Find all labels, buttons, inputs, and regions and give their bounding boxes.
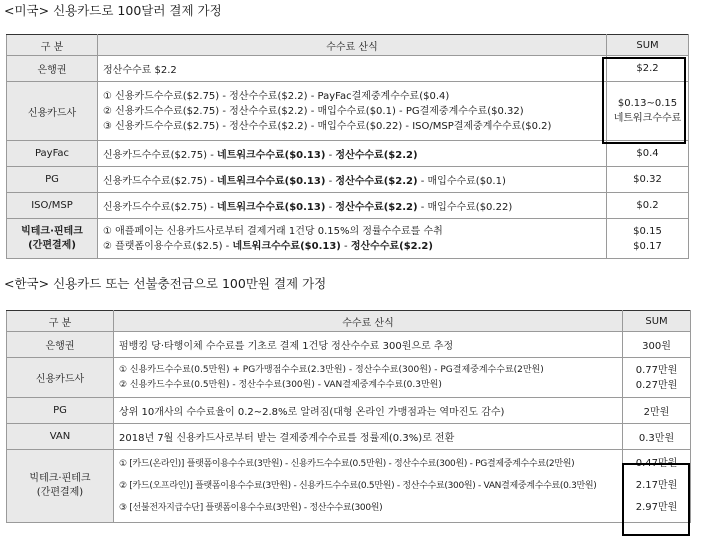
- table-header-row: [7, 311, 691, 332]
- row-sum-bigtech: [623, 450, 691, 523]
- table-row: [7, 167, 689, 193]
- formula-text: 신용카드수수료($2.75) -: [103, 150, 218, 161]
- table-row: [7, 56, 689, 82]
- sum-value: 0.27만원: [635, 379, 678, 391]
- formula-line: ② 신용카드수수료(0.5만원) - 정산수수료(300원) - VAN결제중계수수료(0.3만원): [119, 379, 442, 390]
- formula-line: ① 애플페이는 신용카드사로부터 결제거래 1건당 0.15%의 정률수수료를 수취: [103, 225, 443, 237]
- table-row: [7, 398, 691, 424]
- sum-value: $0.17: [633, 240, 662, 252]
- formula-text: -: [325, 176, 336, 187]
- row-sum-bank: 300원: [623, 332, 691, 358]
- category-line: 빅테크·핀테크: [29, 473, 91, 484]
- row-sum-bank: $2.2: [607, 56, 689, 82]
- sum-value: 0.47만원: [635, 458, 678, 469]
- header-sum: SUM: [623, 311, 691, 332]
- formula-line: ③ [선불전자지급수단] 플랫폼이용수수료(3만원) - 정산수수료(300원): [119, 503, 383, 513]
- row-category-van: VAN: [7, 424, 114, 450]
- formula-line: ① 신용카드수수료(0.5만원) + PG가맹점수수료(2.3만원) - 정산수수료(300원) - PG결제중계수수료(2만원): [119, 364, 544, 375]
- formula-bold: 네트워크수수료($0.13): [232, 240, 341, 252]
- header-category: 구 분: [7, 311, 114, 332]
- formula-text: -: [340, 240, 351, 252]
- table-row: [7, 141, 689, 167]
- row-category-bank: 은행권: [7, 332, 114, 358]
- sum-value: 0.77만원: [635, 364, 678, 376]
- category-line: (간편결제): [36, 487, 84, 498]
- formula-text: -: [325, 202, 336, 213]
- row-sum-pg: 2만원: [623, 398, 691, 424]
- sum-note: 네트워크수수료: [613, 113, 682, 124]
- formula-text: - 매입수수료($0.22): [417, 202, 513, 213]
- sum-value: 2.97만원: [635, 502, 678, 513]
- table-row: [7, 82, 689, 141]
- formula-bold: 정산수수료($2.2): [335, 176, 418, 187]
- table-row: [7, 193, 689, 219]
- header-formula: 수수료 산식: [98, 35, 607, 56]
- row-formula-bank: 정산수수료 $2.2: [98, 56, 607, 82]
- row-category-payfac: PayFac: [7, 141, 98, 167]
- formula-text: 신용카드수수료($2.75) -: [103, 202, 218, 213]
- sum-value: 2.17만원: [635, 480, 678, 491]
- row-category-bigtech: [7, 450, 114, 523]
- row-formula-bigtech: [98, 219, 607, 259]
- row-sum-pg: $0.32: [607, 167, 689, 193]
- row-formula-van: 2018년 7월 신용카드사로부터 받는 결제중계수수료를 정률제(0.3%)로 전환: [114, 424, 623, 450]
- row-formula-card: [98, 82, 607, 141]
- row-sum-van: 0.3만원: [623, 424, 691, 450]
- row-formula-payfac: [98, 141, 607, 167]
- row-category-pg: PG: [7, 167, 98, 193]
- table-row: [7, 358, 691, 398]
- table-row: [7, 332, 691, 358]
- formula-bold: 네트워크수수료($0.13): [217, 150, 326, 161]
- row-category-card: 신용카드사: [7, 358, 114, 398]
- row-category-iso: ISO/MSP: [7, 193, 98, 219]
- formula-line: ① 신용카드수수료($2.75) - 정산수수료($2.2) - PayFac결제중계수수료($0.4): [103, 90, 450, 102]
- table-row: [7, 424, 691, 450]
- formula-text: 신용카드수수료($2.75) -: [103, 176, 218, 187]
- formula-text: -: [325, 150, 336, 161]
- us-section-title: <미국> 신용카드로 100달러 결제 가정: [4, 3, 222, 18]
- header-sum: SUM: [607, 35, 689, 56]
- us-fee-table: [6, 34, 689, 259]
- row-category-card: 신용카드사: [7, 82, 98, 141]
- sum-value: $0.15: [633, 225, 662, 237]
- formula-text: - 매입수수료($0.1): [417, 176, 506, 187]
- row-formula-iso: [98, 193, 607, 219]
- row-sum-card: [607, 82, 689, 141]
- formula-text: ② 플랫폼이용수수료($2.5) -: [103, 240, 233, 252]
- formula-line: [103, 239, 601, 254]
- category-line: 빅테크·핀테크: [21, 225, 83, 237]
- sum-range: $0.13~0.15: [617, 98, 678, 109]
- row-formula-card: [114, 358, 623, 398]
- row-category-bank: 은행권: [7, 56, 98, 82]
- category-line: (간편결제): [28, 239, 76, 251]
- formula-bold: 정산수수료($2.2): [335, 150, 418, 161]
- formula-line: ① [카드(온라인)] 플랫폼이용수수료(3만원) - 신용카드수수료(0.5만원) - 정산수수료(300원) - PG결제중계수수료(2만원): [119, 459, 575, 469]
- formula-bold: 네트워크수수료($0.13): [217, 176, 326, 187]
- formula-bold: 정산수수료($2.2): [350, 240, 433, 252]
- row-formula-pg: 상위 10개사의 수수료율이 0.2~2.8%로 알려짐(대형 온라인 가맹점과는 역마진도 감수): [114, 398, 623, 424]
- kr-section-title: <한국> 신용카드 또는 선불충전금으로 100만원 결제 가정: [4, 276, 327, 291]
- header-formula: 수수료 산식: [114, 311, 623, 332]
- table-row: [7, 219, 689, 259]
- formula-line: ③ 신용카드수수료($2.75) - 정산수수료($2.2) - 매입수수료($0.22) - ISO/MSP결제중계수수료($0.2): [103, 120, 552, 132]
- row-sum-payfac: $0.4: [607, 141, 689, 167]
- formula-line: ② 신용카드수수료($2.75) - 정산수수료($2.2) - 매입수수료($0.1) - PG결제중계수수료($0.32): [103, 105, 524, 117]
- row-category-pg: PG: [7, 398, 114, 424]
- row-formula-bigtech: [114, 450, 623, 523]
- row-sum-bigtech: [607, 219, 689, 259]
- row-formula-bank: 펌뱅킹 당·타행이체 수수료를 기초로 결제 1건당 정산수수료 300원으로 추정: [114, 332, 623, 358]
- row-formula-pg: [98, 167, 607, 193]
- formula-bold: 정산수수료($2.2): [335, 202, 418, 213]
- row-category-bigtech: [7, 219, 98, 259]
- formula-bold: 네트워크수수료($0.13): [217, 202, 326, 213]
- row-sum-iso: $0.2: [607, 193, 689, 219]
- row-sum-card: [623, 358, 691, 398]
- kr-fee-table: [6, 310, 691, 523]
- header-category: 구 분: [7, 35, 98, 56]
- formula-line: ② [카드(오프라인)] 플랫폼이용수수료(3만원) - 신용카드수수료(0.5만원) - 정산수수료(300원) - VAN결제중계수수료(0.3만원): [119, 481, 597, 491]
- table-row: [7, 450, 691, 523]
- table-header-row: [7, 35, 689, 56]
